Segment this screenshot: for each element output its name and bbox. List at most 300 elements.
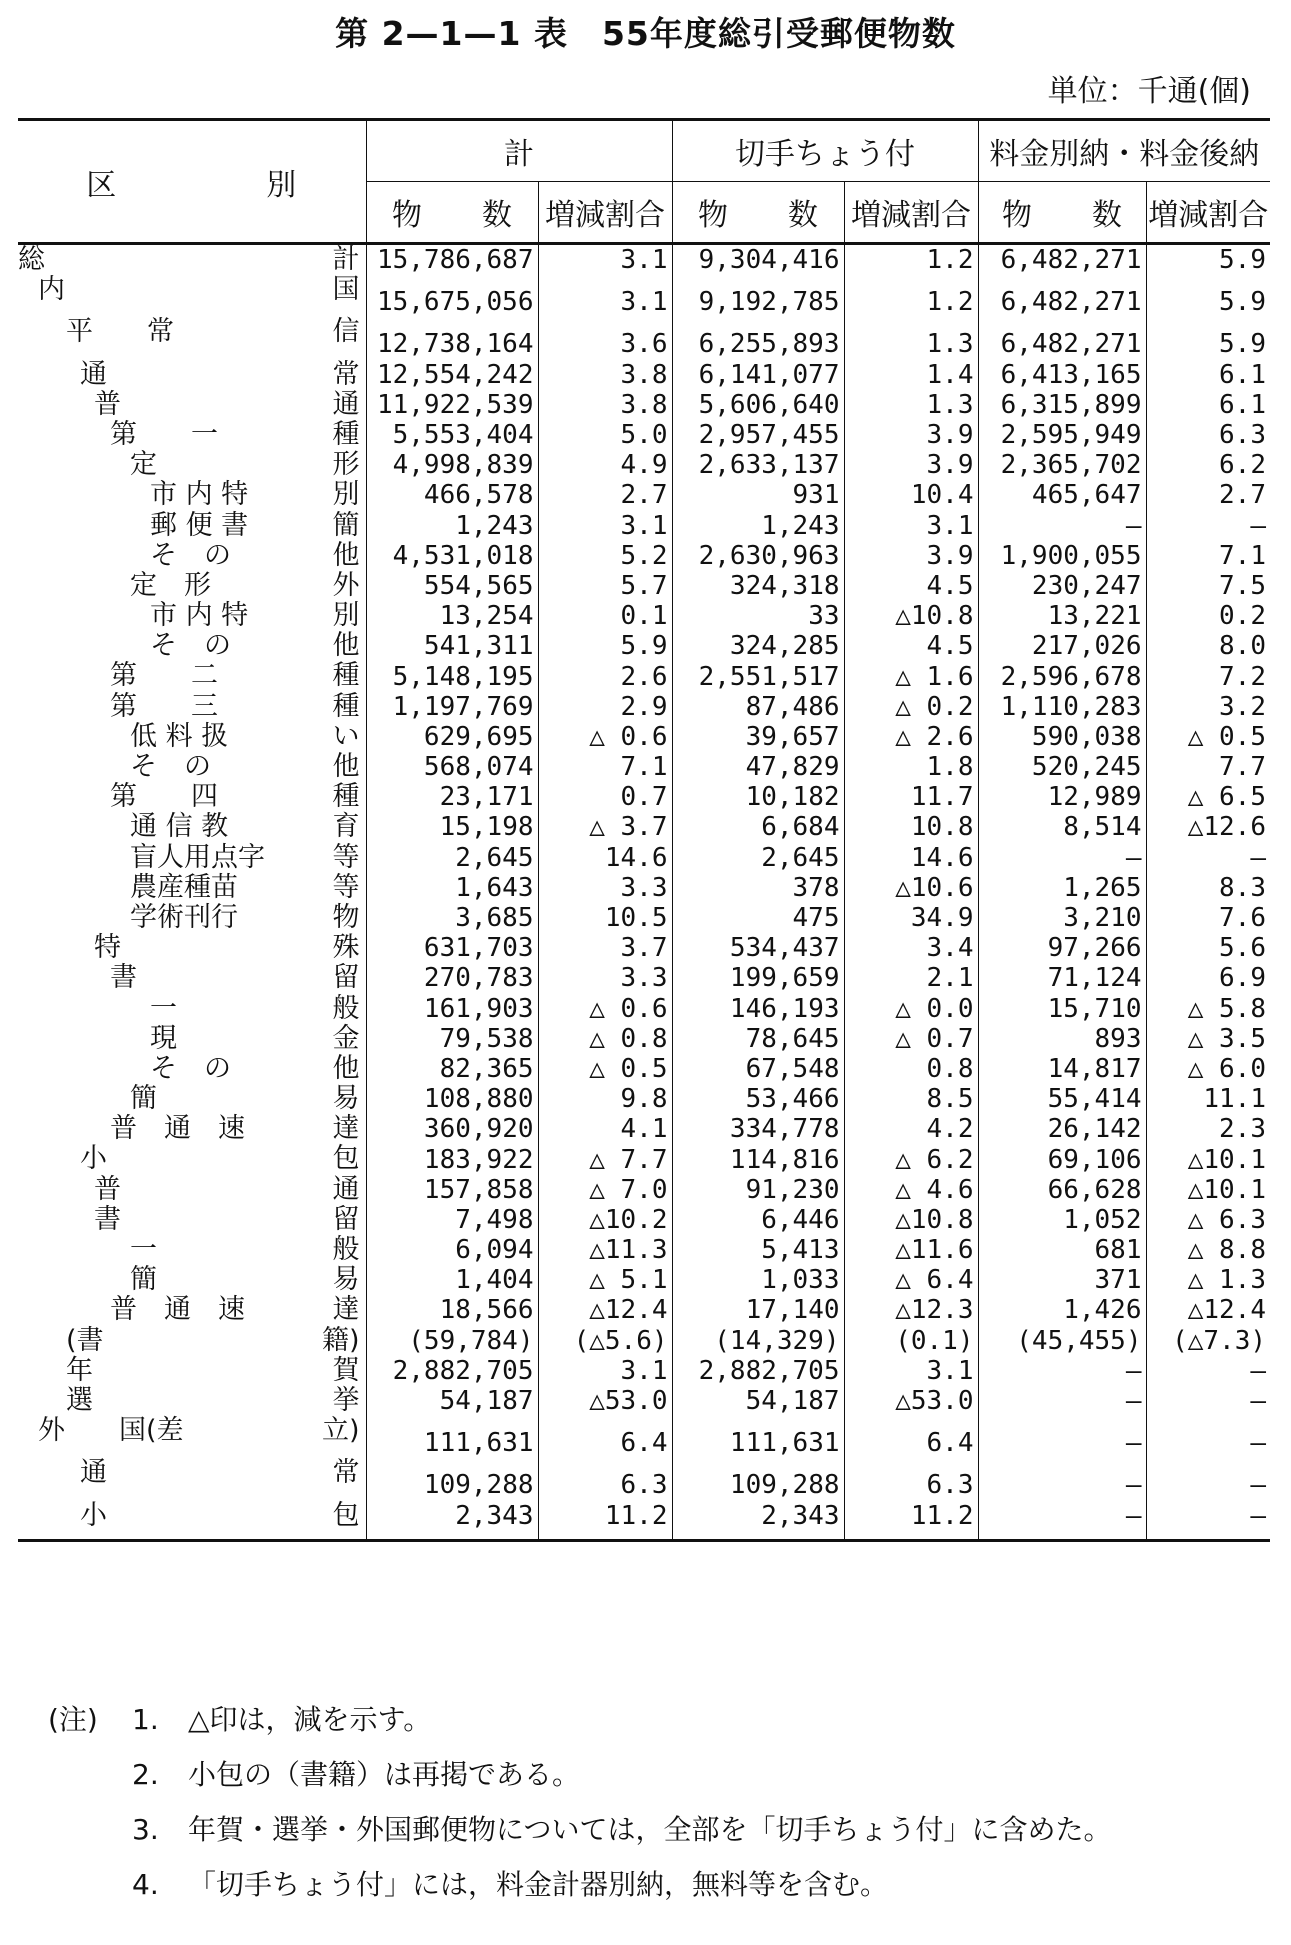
row-label: [18, 631, 366, 661]
cell-count: 10,182: [672, 782, 844, 812]
row-label-right: 計: [332, 244, 360, 275]
table-row: [18, 1024, 1270, 1054]
cell-count: 39,657: [672, 722, 844, 752]
cell-count: 334,778: [672, 1114, 844, 1144]
row-label: [18, 1265, 366, 1295]
cell-count: 66,628: [978, 1175, 1146, 1205]
cell-change: 0.2: [1146, 601, 1270, 631]
cell-change: 2.7: [538, 480, 672, 510]
cell-count: 26,142: [978, 1114, 1146, 1144]
row-label-left: 小: [80, 1143, 107, 1175]
sub-header-change: 増減割合: [844, 182, 978, 244]
cell-count: 2,596,678: [978, 661, 1146, 691]
cell-count: 1,265: [978, 873, 1146, 903]
row-label: [18, 1144, 366, 1174]
table-row: [18, 812, 1270, 842]
cell-change: △10.2: [538, 1205, 672, 1235]
cell-count: 893: [978, 1024, 1146, 1054]
row-label-right: 等: [332, 871, 360, 903]
cell-count: 2,645: [672, 843, 844, 873]
row-label: [18, 1024, 366, 1054]
row-label: [18, 1175, 366, 1205]
cell-change: 5.6: [1146, 933, 1270, 963]
cell-change: 6.3: [1146, 420, 1270, 450]
table-row: [18, 1416, 1270, 1458]
row-label-right: 般: [332, 992, 360, 1024]
cell-change: 11.2: [538, 1501, 672, 1541]
cell-change: 6.4: [538, 1416, 672, 1458]
cell-change: △11.6: [844, 1235, 978, 1265]
cell-change: 4.2: [844, 1114, 978, 1144]
table-row: [18, 1205, 1270, 1235]
row-label-left: そ の: [150, 630, 231, 662]
cell-change: △ 0.7: [844, 1024, 978, 1054]
cell-change: 10.5: [538, 903, 672, 933]
cell-count: 18,566: [366, 1295, 538, 1325]
cell-change: △12.6: [1146, 812, 1270, 842]
row-label-left: 特: [94, 932, 121, 964]
cell-count: —: [978, 1458, 1146, 1500]
cell-change: 3.9: [844, 420, 978, 450]
table-row: [18, 722, 1270, 752]
cell-change: 3.1: [538, 511, 672, 541]
row-label: [18, 1458, 366, 1500]
row-label-left: そ の: [130, 751, 211, 782]
table-row: [18, 994, 1270, 1024]
row-label: [18, 1054, 366, 1084]
cell-count: —: [978, 511, 1146, 541]
cell-change: 3.1: [538, 275, 672, 317]
note-number: 3.: [132, 1813, 159, 1846]
row-label-right: 常: [332, 358, 360, 390]
cell-change: △10.6: [844, 873, 978, 903]
row-label: [18, 1356, 366, 1386]
cell-count: 12,554,242: [366, 360, 538, 390]
row-label-left: 通: [80, 358, 107, 390]
cell-change: 3.9: [844, 541, 978, 571]
cell-count: 378: [672, 873, 844, 903]
cell-change: △ 5.1: [538, 1265, 672, 1295]
row-label-left: 普: [94, 1173, 121, 1205]
row-label-right: 金: [332, 1022, 360, 1054]
row-label-left: 低 料 扱: [130, 720, 229, 752]
cell-change: △ 2.6: [844, 722, 978, 752]
cell-count: 1,900,055: [978, 541, 1146, 571]
table-row: [18, 244, 1270, 276]
cell-count: 82,365: [366, 1054, 538, 1084]
cell-count: 15,675,056: [366, 275, 538, 317]
cell-count: 55,414: [978, 1084, 1146, 1114]
cell-count: 629,695: [366, 722, 538, 752]
row-label-left: 内: [38, 274, 65, 306]
cell-count: 6,482,271: [978, 244, 1146, 276]
cell-change: △ 0.8: [538, 1024, 672, 1054]
row-label-right: 留: [332, 1203, 360, 1235]
cell-change: 7.6: [1146, 903, 1270, 933]
table-row: [18, 450, 1270, 480]
table-row: [18, 1114, 1270, 1144]
cell-change: 3.1: [844, 1356, 978, 1386]
row-label: [18, 1295, 366, 1325]
sub-header-count: 物 数: [366, 182, 538, 244]
cell-count: 108,880: [366, 1084, 538, 1114]
cell-count: 6,482,271: [978, 275, 1146, 317]
row-label-right: 外: [332, 569, 360, 601]
cell-count: 2,645: [366, 843, 538, 873]
cell-count: 4,531,018: [366, 541, 538, 571]
row-label-right: 信: [332, 316, 360, 348]
cell-count: 1,404: [366, 1265, 538, 1295]
row-label: [18, 1501, 366, 1541]
table-row: [18, 1501, 1270, 1541]
table-row: [18, 511, 1270, 541]
cell-change: 34.9: [844, 903, 978, 933]
row-label-right: 他: [332, 751, 360, 782]
row-label-right: 簡: [332, 509, 360, 541]
cell-change: △10.8: [844, 601, 978, 631]
cell-count: 14,817: [978, 1054, 1146, 1084]
cell-count: 97,266: [978, 933, 1146, 963]
cell-change: 7.1: [1146, 541, 1270, 571]
cell-count: 324,285: [672, 631, 844, 661]
row-label: [18, 661, 366, 691]
row-label: [18, 843, 366, 873]
row-label-left: 一: [150, 992, 177, 1024]
cell-change: 11.7: [844, 782, 978, 812]
cell-count: 23,171: [366, 782, 538, 812]
cell-change: 1.8: [844, 752, 978, 782]
cell-count: (45,455): [978, 1326, 1146, 1356]
cell-change: 11.1: [1146, 1084, 1270, 1114]
row-label-left: 普 通 速: [110, 1294, 245, 1326]
cell-change: 3.2: [1146, 692, 1270, 722]
cell-change: 3.8: [538, 360, 672, 390]
cell-count: 6,413,165: [978, 360, 1146, 390]
cell-change: △ 7.7: [538, 1144, 672, 1174]
row-label-right: 別: [332, 600, 360, 632]
group-header-stamped: 切手ちょう付: [672, 120, 978, 182]
cell-count: 67,548: [672, 1054, 844, 1084]
row-label: [18, 994, 366, 1024]
cell-change: 4.9: [538, 450, 672, 480]
row-label-left: 簡: [130, 1083, 157, 1115]
cell-count: 6,141,077: [672, 360, 844, 390]
cell-count: 183,922: [366, 1144, 538, 1174]
cell-count: 931: [672, 480, 844, 510]
cell-change: 0.8: [844, 1054, 978, 1084]
row-label: [18, 360, 366, 390]
row-label-right: 留: [332, 962, 360, 994]
cell-count: (14,329): [672, 1326, 844, 1356]
cell-change: —: [1146, 511, 1270, 541]
cell-count: 1,426: [978, 1295, 1146, 1325]
cell-change: 1.3: [844, 390, 978, 420]
cell-change: △ 0.6: [538, 722, 672, 752]
cell-change: —: [1146, 1386, 1270, 1416]
row-label-left: 農産種苗: [130, 871, 238, 903]
cell-count: (59,784): [366, 1326, 538, 1356]
cell-count: 2,957,455: [672, 420, 844, 450]
row-label-left: 書: [94, 1203, 121, 1235]
row-label: [18, 1416, 366, 1458]
row-label-left: 第 四: [110, 781, 218, 813]
row-label: [18, 275, 366, 317]
row-label: [18, 1205, 366, 1235]
cell-change: 3.8: [538, 390, 672, 420]
note-number: 1.: [132, 1703, 159, 1736]
row-label-right: 般: [332, 1234, 360, 1265]
cell-count: 9,192,785: [672, 275, 844, 317]
cell-change: 10.8: [844, 812, 978, 842]
cell-count: 8,514: [978, 812, 1146, 842]
row-label-right: 通: [332, 1173, 360, 1205]
cell-change: —: [1146, 1356, 1270, 1386]
cell-count: 1,052: [978, 1205, 1146, 1235]
cell-change: 14.6: [844, 843, 978, 873]
row-label-left: 通: [80, 1457, 107, 1489]
cell-change: 6.2: [1146, 450, 1270, 480]
table-row: [18, 1175, 1270, 1205]
cell-change: △ 1.3: [1146, 1265, 1270, 1295]
cell-change: 14.6: [538, 843, 672, 873]
cell-change: 2.6: [538, 661, 672, 691]
note-item: [48, 1865, 1111, 1920]
cell-count: 6,255,893: [672, 317, 844, 359]
cell-change: —: [1146, 1416, 1270, 1458]
cell-count: 1,243: [366, 511, 538, 541]
cell-count: 53,466: [672, 1084, 844, 1114]
cell-change: △ 0.0: [844, 994, 978, 1024]
table-row: [18, 963, 1270, 993]
row-label-left: 選: [66, 1384, 93, 1416]
row-label-left: 市 内 特: [150, 479, 249, 511]
cell-change: △ 6.4: [844, 1265, 978, 1295]
table-row: [18, 1458, 1270, 1500]
note-text: △印は，減を示す。: [188, 1703, 432, 1736]
row-label: [18, 1326, 366, 1356]
row-label: [18, 963, 366, 993]
cell-change: 4.5: [844, 571, 978, 601]
cell-change: 9.8: [538, 1084, 672, 1114]
note-text: 年賀・選挙・外国郵便物については，全部を「切手ちょう付」に含めた。: [188, 1813, 1112, 1846]
row-label: [18, 692, 366, 722]
cell-change: 5.7: [538, 571, 672, 601]
cell-change: (0.1): [844, 1326, 978, 1356]
row-label-left: 郵 便 書: [150, 509, 249, 541]
row-label: [18, 571, 366, 601]
cell-change: 3.1: [538, 1356, 672, 1386]
table-row: [18, 1054, 1270, 1084]
cell-change: 1.4: [844, 360, 978, 390]
table-row: [18, 1144, 1270, 1174]
cell-count: 1,243: [672, 511, 844, 541]
row-label-right: 形: [332, 449, 360, 481]
note-item: [48, 1700, 1111, 1755]
cell-change: △12.3: [844, 1295, 978, 1325]
cell-count: 475: [672, 903, 844, 933]
cell-count: 371: [978, 1265, 1146, 1295]
cell-change: △11.3: [538, 1235, 672, 1265]
row-label-left: 盲人用点字: [130, 841, 265, 873]
row-label: [18, 244, 366, 276]
cell-change: 3.3: [538, 963, 672, 993]
cell-change: △ 3.5: [1146, 1024, 1270, 1054]
table-row: [18, 601, 1270, 631]
cell-change: —: [1146, 843, 1270, 873]
cell-count: 3,210: [978, 903, 1146, 933]
row-label-left: 年: [66, 1354, 93, 1386]
table-row: [18, 1265, 1270, 1295]
cell-change: 2.1: [844, 963, 978, 993]
table-row: [18, 1326, 1270, 1356]
table-title: 第 2—1—1 表 55年度総引受郵便物数: [335, 14, 956, 53]
cell-count: 466,578: [366, 480, 538, 510]
cell-count: 217,026: [978, 631, 1146, 661]
row-label: [18, 1386, 366, 1416]
row-label-left: 現: [150, 1022, 177, 1054]
cell-count: 161,903: [366, 994, 538, 1024]
cell-change: 4.5: [844, 631, 978, 661]
cell-count: —: [978, 1416, 1146, 1458]
row-label-right: 易: [332, 1083, 360, 1115]
row-label: [18, 480, 366, 510]
table-row: [18, 692, 1270, 722]
row-label-right: 籍): [321, 1324, 360, 1356]
table-row: [18, 903, 1270, 933]
cell-change: 7.7: [1146, 752, 1270, 782]
notes: [48, 1700, 1111, 1920]
row-label-right: 賀: [332, 1354, 360, 1386]
cell-change: △ 7.0: [538, 1175, 672, 1205]
cell-change: △ 3.7: [538, 812, 672, 842]
note-text: 「切手ちょう付」には，料金計器別納，無料等を含む。: [188, 1868, 889, 1901]
cell-count: 4,998,839: [366, 450, 538, 480]
note-item: [48, 1810, 1111, 1865]
cell-change: —: [1146, 1458, 1270, 1500]
notes-mark: (注): [48, 1703, 98, 1736]
cell-count: 69,106: [978, 1144, 1146, 1174]
row-label: [18, 812, 366, 842]
cell-change: 4.1: [538, 1114, 672, 1144]
table-row: [18, 752, 1270, 782]
row-label-right: い: [332, 720, 360, 752]
row-label-left: 平 常: [66, 316, 174, 348]
table-row: [18, 1235, 1270, 1265]
cell-change: 5.2: [538, 541, 672, 571]
cell-change: △12.4: [1146, 1295, 1270, 1325]
cell-count: 91,230: [672, 1175, 844, 1205]
table-row: [18, 843, 1270, 873]
cell-count: 146,193: [672, 994, 844, 1024]
table-row: [18, 873, 1270, 903]
row-label-right: 易: [332, 1264, 360, 1296]
mail-volume-table: [18, 118, 1270, 1542]
cell-change: △ 6.2: [844, 1144, 978, 1174]
cell-change: △ 8.8: [1146, 1235, 1270, 1265]
cell-change: 1.2: [844, 244, 978, 276]
row-label-left: 定: [130, 449, 157, 481]
cell-count: 554,565: [366, 571, 538, 601]
table-row: [18, 480, 1270, 510]
cell-change: 3.9: [844, 450, 978, 480]
cell-count: 12,989: [978, 782, 1146, 812]
row-label: [18, 390, 366, 420]
row-label-right: 他: [332, 1052, 360, 1084]
cell-count: 54,187: [366, 1386, 538, 1416]
row-label-right: 他: [332, 539, 360, 571]
row-label-right: 殊: [332, 932, 360, 964]
cell-count: 15,710: [978, 994, 1146, 1024]
row-label-right: 包: [332, 1143, 360, 1175]
row-label-left: 学術刊行: [130, 901, 238, 933]
cell-count: 631,703: [366, 933, 538, 963]
cell-change: △ 4.6: [844, 1175, 978, 1205]
cell-count: 2,551,517: [672, 661, 844, 691]
row-label: [18, 1084, 366, 1114]
row-label-left: 定 形: [130, 569, 211, 601]
row-label: [18, 903, 366, 933]
cell-change: 5.9: [1146, 244, 1270, 276]
cell-change: 3.3: [538, 873, 672, 903]
cell-change: △ 0.2: [844, 692, 978, 722]
table-row: [18, 1386, 1270, 1416]
cell-change: △ 6.5: [1146, 782, 1270, 812]
cell-change: △ 1.6: [844, 661, 978, 691]
cell-count: 1,643: [366, 873, 538, 903]
row-label-right: 挙: [332, 1384, 360, 1416]
cell-change: 3.7: [538, 933, 672, 963]
cell-change: △10.1: [1146, 1175, 1270, 1205]
cell-change: 6.1: [1146, 360, 1270, 390]
cell-change: 8.0: [1146, 631, 1270, 661]
cell-count: 541,311: [366, 631, 538, 661]
row-label-right: 包: [332, 1499, 360, 1531]
cell-count: 6,684: [672, 812, 844, 842]
cell-count: 3,685: [366, 903, 538, 933]
cell-count: 111,631: [366, 1416, 538, 1458]
cell-count: 2,882,705: [366, 1356, 538, 1386]
cell-count: 12,738,164: [366, 317, 538, 359]
cell-count: 13,254: [366, 601, 538, 631]
table-body: [18, 244, 1270, 1541]
table-row: [18, 1356, 1270, 1386]
cell-count: 5,413: [672, 1235, 844, 1265]
cell-change: 1.2: [844, 275, 978, 317]
cell-count: 6,315,899: [978, 390, 1146, 420]
cell-count: 109,288: [672, 1458, 844, 1500]
cell-change: △ 6.3: [1146, 1205, 1270, 1235]
table-row: [18, 933, 1270, 963]
cell-count: 7,498: [366, 1205, 538, 1235]
row-label-left: 第 三: [110, 690, 218, 722]
cell-count: —: [978, 1386, 1146, 1416]
row-label: [18, 722, 366, 752]
row-label: [18, 511, 366, 541]
cell-change: △53.0: [844, 1386, 978, 1416]
cell-count: 568,074: [366, 752, 538, 782]
cell-change: 3.6: [538, 317, 672, 359]
cell-change: 1.3: [844, 317, 978, 359]
note-number: 2.: [132, 1758, 159, 1791]
cell-change: △ 0.5: [1146, 722, 1270, 752]
row-label-left: 第 一: [110, 418, 218, 450]
cell-count: 15,198: [366, 812, 538, 842]
cell-count: 6,482,271: [978, 317, 1146, 359]
cell-change: 2.9: [538, 692, 672, 722]
cell-count: —: [978, 1356, 1146, 1386]
cell-change: △10.8: [844, 1205, 978, 1235]
group-header-total: 計: [366, 120, 672, 182]
